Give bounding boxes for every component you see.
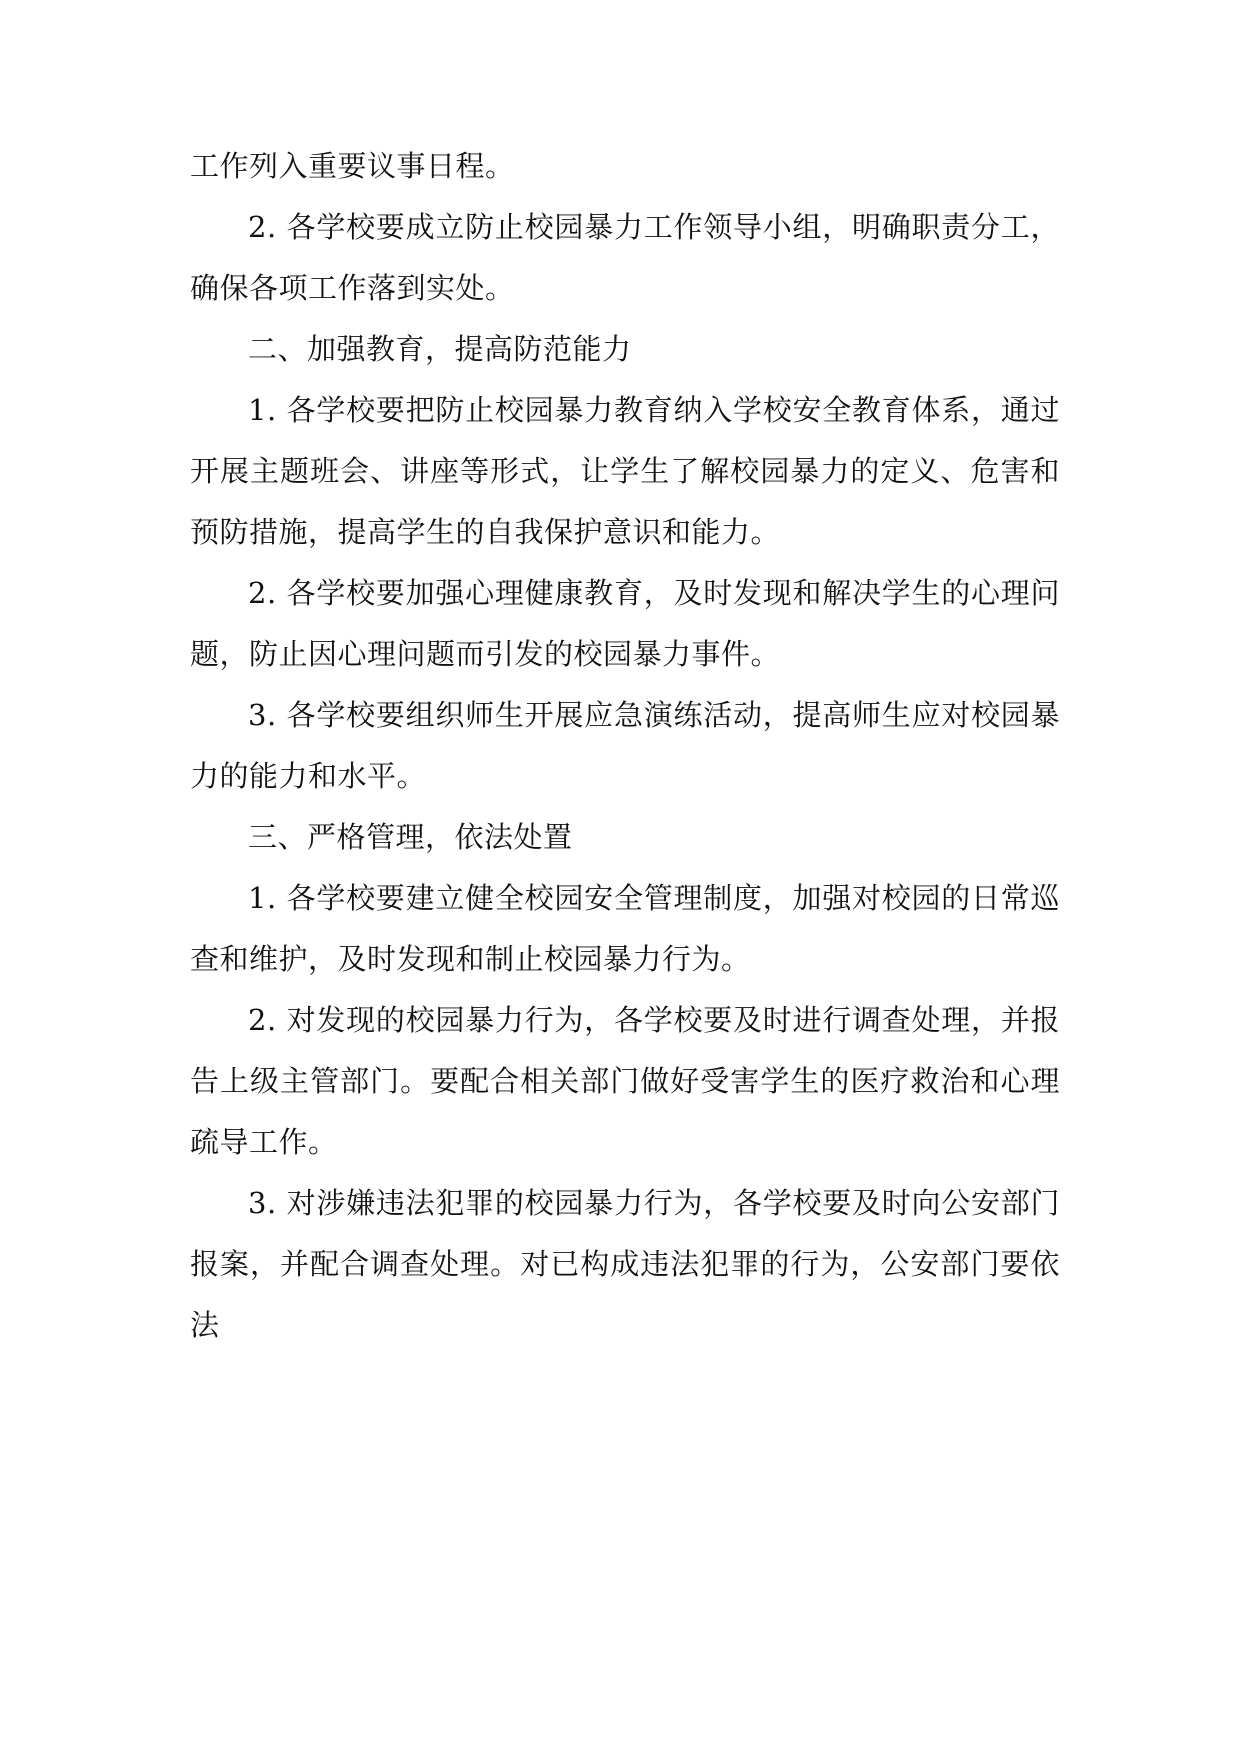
paragraph-item-2-leadership-group: 2. 各学校要成立防止校园暴力工作领导小组，明确职责分工，确保各项工作落到实处。 [190,210,1060,305]
paragraph-item-3-police-report: 3. 对涉嫌违法犯罪的校园暴力行为，各学校要及时向公安部门报案，并配合调查处理。对已构成违法犯罪的行为，公安部门要依法 [190,1186,1060,1342]
section-heading-3: 三、严格管理，依法处置 [248,820,573,854]
section-heading-2: 二、加强教育，提高防范能力 [248,332,632,366]
document-body [190,136,1060,1356]
paragraph-continuation: 工作列入重要议事日程。 [190,149,515,183]
paragraph-item-2-investigation: 2. 对发现的校园暴力行为，各学校要及时进行调查处理，并报告上级主管部门。要配合相关部门做好受害学生的医疗救治和心理疏导工作。 [190,1003,1060,1159]
paragraph-item-1-education: 1. 各学校要把防止校园暴力教育纳入学校安全教育体系，通过开展主题班会、讲座等形式，让学生了解校园暴力的定义、危害和预防措施，提高学生的自我保护意识和能力。 [190,393,1060,549]
paragraph-item-1-management: 1. 各学校要建立健全校园安全管理制度，加强对校园的日常巡查和维护，及时发现和制止校园暴力行为。 [190,881,1060,976]
paragraph-item-3-drills: 3. 各学校要组织师生开展应急演练活动，提高师生应对校园暴力的能力和水平。 [190,698,1060,793]
paragraph-item-2-mental-health: 2. 各学校要加强心理健康教育，及时发现和解决学生的心理问题，防止因心理问题而引发的校园暴力事件。 [190,576,1060,671]
